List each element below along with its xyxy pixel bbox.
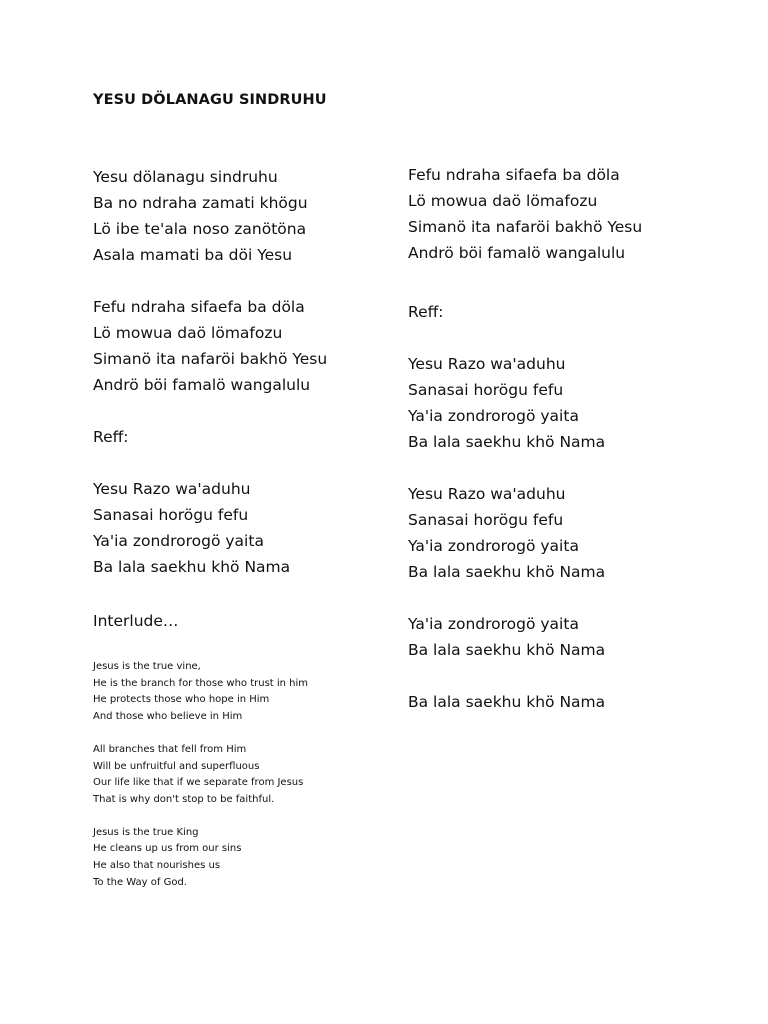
interlude-label: Interlude… xyxy=(93,612,179,630)
english-translation xyxy=(93,659,308,891)
translation-line: Will be unfruitful and superfluous xyxy=(93,760,260,772)
translation-line: And those who believe in Him xyxy=(93,711,243,723)
lyric-line: Andrö böi famalö wangalulu xyxy=(408,244,626,262)
lyric-line: Ba no ndraha zamati khögu xyxy=(93,194,308,212)
lyric-line: Yesu Razo wa'aduhu xyxy=(408,485,566,503)
translation-stanza-1 xyxy=(93,659,308,726)
lyric-line: Ba lala saekhu khö Nama xyxy=(93,558,291,576)
verse-2 xyxy=(93,294,393,398)
lyric-line: Ba lala saekhu khö Nama xyxy=(408,563,606,581)
lyric-line: Ya'ia zondrorogö yaita xyxy=(93,532,264,550)
translation-stanza-3 xyxy=(93,825,308,892)
reff-label: Reff: xyxy=(93,428,129,446)
lyric-line: Simanö ita nafaröi bakhö Yesu xyxy=(93,350,328,368)
translation-line: Jesus is the true vine, xyxy=(93,661,201,672)
lyric-line: Sanasai horögu fefu xyxy=(93,506,249,524)
lyric-line: Asala mamati ba döi Yesu xyxy=(93,246,293,264)
translation-line: To the Way of God. xyxy=(93,876,187,888)
translation-line: That is why don't stop to be faithful. xyxy=(93,793,275,805)
translation-line: He protects those who hope in Him xyxy=(93,694,270,706)
verse-2-repeat xyxy=(408,162,738,266)
lyric-line: Ba lala saekhu khö Nama xyxy=(408,641,606,659)
lyric-line: Lö mowua daö lömafozu xyxy=(93,324,283,342)
lyric-line: Fefu ndraha sifaefa ba döla xyxy=(408,166,620,184)
translation-line: Jesus is the true King xyxy=(93,826,199,838)
chorus-2 xyxy=(408,481,738,585)
lyric-line: Yesu Razo wa'aduhu xyxy=(93,480,251,498)
song-title: YESU DÖLANAGU SINDRUHU xyxy=(93,92,327,108)
translation-line: Our life like that if we separate from Jesus xyxy=(93,777,304,789)
reff-label: Reff: xyxy=(408,303,444,321)
lyric-line: Sanasai horögu fefu xyxy=(408,511,564,529)
lyric-line: Yesu Razo wa'aduhu xyxy=(408,355,566,373)
translation-line: He also that nourishes us xyxy=(93,860,221,872)
translation-line: All branches that fell from Him xyxy=(93,743,247,755)
tag-2 xyxy=(408,689,738,715)
lyric-line: Ya'ia zondrorogö yaita xyxy=(408,407,579,425)
translation-line: He cleans up us from our sins xyxy=(93,843,242,855)
right-column xyxy=(408,162,738,715)
lyric-line: Fefu ndraha sifaefa ba döla xyxy=(93,298,305,316)
tag-1 xyxy=(408,611,738,663)
lyric-line: Simanö ita nafaröi bakhö Yesu xyxy=(408,218,643,236)
lyric-line: Sanasai horögu fefu xyxy=(408,381,564,399)
translation-line: He is the branch for those who trust in him xyxy=(93,677,309,689)
lyric-line: Ya'ia zondrorogö yaita xyxy=(408,615,579,633)
lyric-line: Lö ibe te'ala noso zanötöna xyxy=(93,220,307,238)
lyric-line: Ba lala saekhu khö Nama xyxy=(408,693,606,711)
lyric-line: Andrö böi famalö wangalulu xyxy=(93,376,311,394)
chorus xyxy=(93,476,393,580)
lyric-line: Ya'ia zondrorogö yaita xyxy=(408,537,579,555)
verse-1 xyxy=(93,164,393,268)
lyric-line: Yesu dölanagu sindruhu xyxy=(93,168,278,186)
translation-stanza-2 xyxy=(93,742,308,809)
chorus-1 xyxy=(408,351,738,455)
lyric-line: Lö mowua daö lömafozu xyxy=(408,192,598,210)
lyric-line: Ba lala saekhu khö Nama xyxy=(408,433,606,451)
left-column xyxy=(93,164,393,580)
